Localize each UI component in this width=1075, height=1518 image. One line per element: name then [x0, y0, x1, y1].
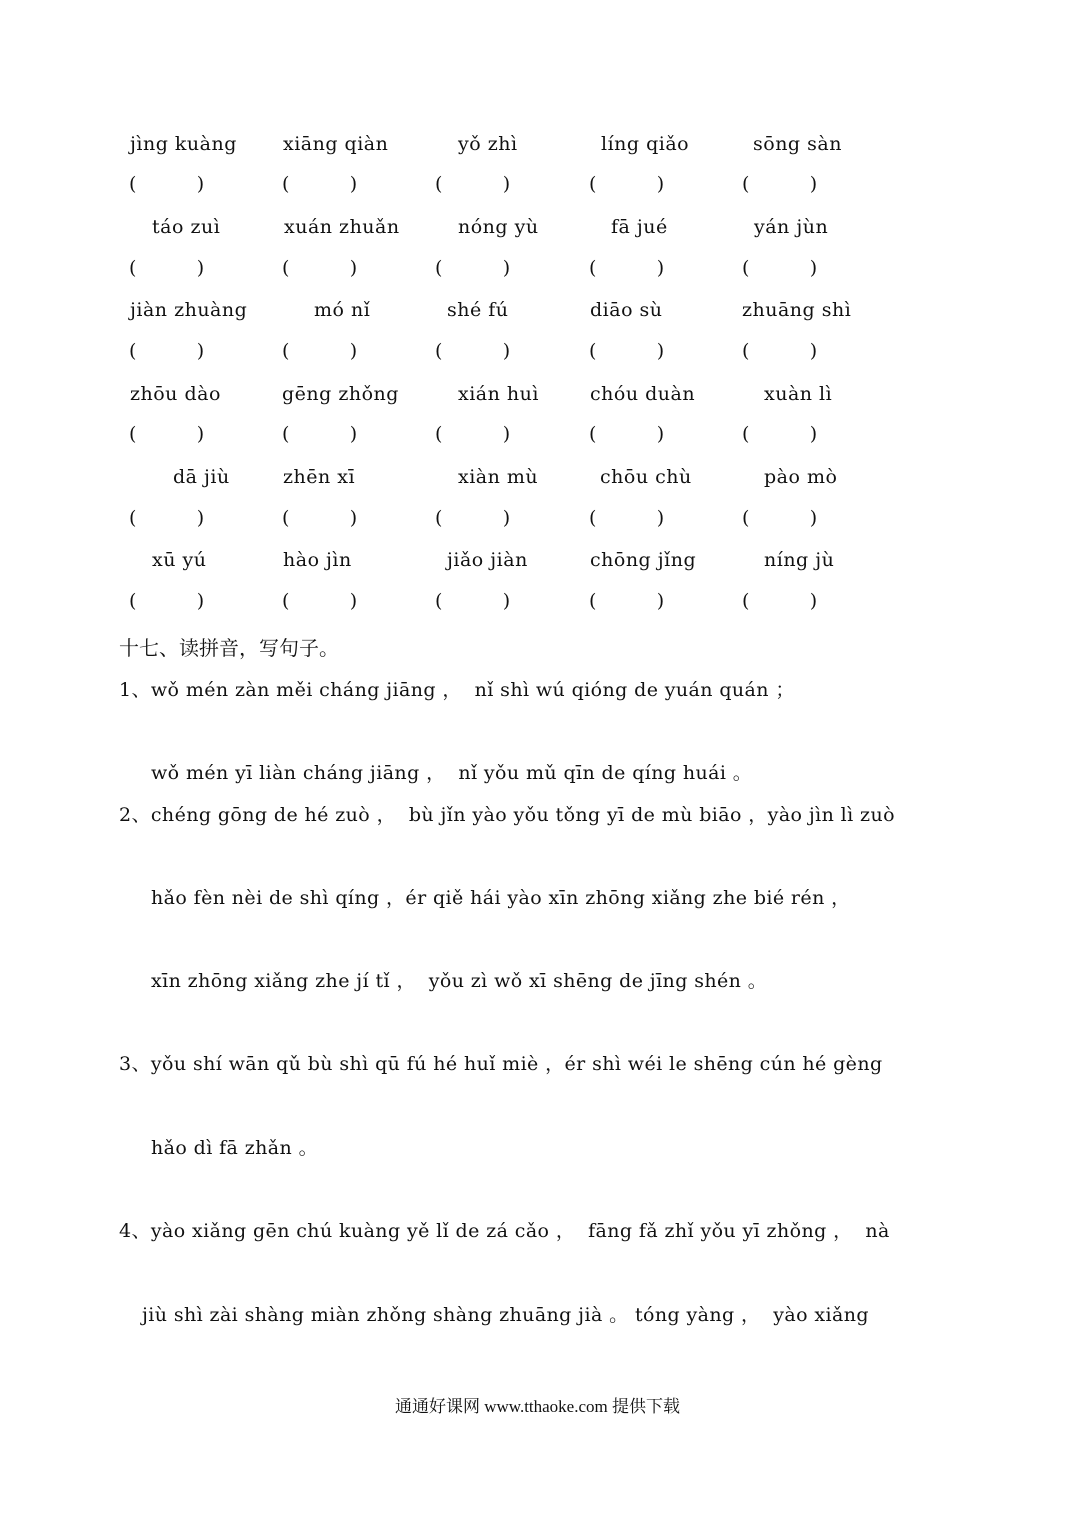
pinyin-item: gēng zhǒng — [282, 383, 399, 405]
pinyin-item: zhuāng shì — [742, 299, 852, 321]
pinyin-item: níng jù — [764, 549, 835, 571]
pinyin-item: xuàn lì — [764, 383, 833, 405]
pinyin-item: chōu chù — [600, 466, 692, 488]
sentence-line: jiù shì zài shàng miàn zhǒng shàng zhuāng jià 。 tóng yàng ， yào xiǎng — [142, 1304, 869, 1326]
answer-bracket[interactable]: ( ) — [282, 257, 358, 279]
pinyin-item: jiàn zhuàng — [130, 299, 248, 321]
answer-bracket[interactable]: ( ) — [589, 340, 665, 362]
answer-bracket[interactable]: ( ) — [742, 257, 818, 279]
answer-bracket[interactable]: ( ) — [742, 173, 818, 195]
footer-credit: 通通好课网 www.tthaoke.com 提供下载 — [394, 1397, 681, 1416]
pinyin-item: shé fú — [447, 299, 509, 321]
pinyin-item: yǒ zhì — [458, 133, 518, 155]
pinyin-item: yán jùn — [754, 216, 829, 238]
pinyin-item: nóng yù — [458, 216, 539, 238]
pinyin-item: xiàn mù — [458, 466, 539, 488]
answer-bracket[interactable]: ( ) — [282, 590, 358, 612]
sentence-line: 4、yào xiǎng gēn chú kuàng yě lǐ de zá cǎo ， fāng fǎ zhǐ yǒu yī zhǒng ， nà — [119, 1220, 890, 1242]
pinyin-item: diāo sù — [590, 299, 663, 321]
answer-bracket[interactable]: ( ) — [435, 257, 511, 279]
answer-bracket[interactable]: ( ) — [435, 173, 511, 195]
pinyin-item: zhōu dào — [130, 383, 221, 405]
pinyin-item: jiǎo jiàn — [447, 549, 528, 571]
answer-bracket[interactable]: ( ) — [589, 423, 665, 445]
pinyin-item: táo zuì — [152, 216, 221, 238]
pinyin-item: mó nǐ — [314, 299, 371, 321]
answer-bracket[interactable]: ( ) — [742, 340, 818, 362]
pinyin-item: fā jué — [611, 216, 668, 238]
pinyin-item: xū yú — [152, 549, 207, 571]
sentence-line: wǒ mén yī liàn cháng jiāng ， nǐ yǒu mǔ qīn de qíng huái 。 — [151, 762, 753, 784]
pinyin-item: chōng jǐng — [590, 549, 697, 571]
section-heading: 十七、读拼音，写句子。 — [119, 636, 339, 660]
pinyin-item: xián huì — [458, 383, 539, 405]
answer-bracket[interactable]: ( ) — [742, 590, 818, 612]
pinyin-item: xiāng qiàn — [283, 133, 389, 155]
answer-bracket[interactable]: ( ) — [435, 507, 511, 529]
answer-bracket[interactable]: ( ) — [129, 257, 205, 279]
answer-bracket[interactable]: ( ) — [282, 507, 358, 529]
answer-bracket[interactable]: ( ) — [742, 507, 818, 529]
answer-bracket[interactable]: ( ) — [129, 340, 205, 362]
pinyin-item: líng qiǎo — [601, 133, 690, 155]
sentence-line: 1、wǒ mén zàn měi cháng jiāng ， nǐ shì wú qióng de yuán quán ； — [119, 679, 795, 701]
pinyin-item: zhēn xī — [283, 466, 356, 488]
answer-bracket[interactable]: ( ) — [282, 340, 358, 362]
answer-bracket[interactable]: ( ) — [435, 590, 511, 612]
answer-bracket[interactable]: ( ) — [589, 507, 665, 529]
answer-bracket[interactable]: ( ) — [282, 173, 358, 195]
sentence-line: xīn zhōng xiǎng zhe jí tǐ ， yǒu zì wǒ xī shēng de jīng shén 。 — [151, 970, 768, 992]
sentence-line: 2、chéng gōng de hé zuò ， bù jǐn yào yǒu tǒng yī de mù biāo ，yào jìn lì zuò — [119, 804, 895, 826]
answer-bracket[interactable]: ( ) — [589, 590, 665, 612]
answer-bracket[interactable]: ( ) — [589, 173, 665, 195]
answer-bracket[interactable]: ( ) — [282, 423, 358, 445]
pinyin-item: chóu duàn — [590, 383, 696, 405]
answer-bracket[interactable]: ( ) — [589, 257, 665, 279]
pinyin-item: dā jiù — [173, 466, 230, 488]
answer-bracket[interactable]: ( ) — [742, 423, 818, 445]
pinyin-item: hào jìn — [283, 549, 352, 571]
sentence-line: hǎo dì fā zhǎn 。 — [151, 1137, 318, 1159]
sentence-line: 3、yǒu shí wān qǔ bù shì qū fú hé huǐ miè ，ér shì wéi le shēng cún hé gèng — [119, 1053, 883, 1075]
answer-bracket[interactable]: ( ) — [435, 340, 511, 362]
answer-bracket[interactable]: ( ) — [435, 423, 511, 445]
answer-bracket[interactable]: ( ) — [129, 423, 205, 445]
pinyin-item: jìng kuàng — [130, 133, 237, 155]
answer-bracket[interactable]: ( ) — [129, 590, 205, 612]
pinyin-item: xuán zhuǎn — [284, 216, 400, 238]
answer-bracket[interactable]: ( ) — [129, 507, 205, 529]
sentence-line: hǎo fèn nèi de shì qíng ，ér qiě hái yào xīn zhōng xiǎng zhe bié rén ， — [151, 887, 851, 909]
answer-bracket[interactable]: ( ) — [129, 173, 205, 195]
pinyin-item: sōng sàn — [753, 133, 842, 155]
pinyin-item: pào mò — [764, 466, 838, 488]
